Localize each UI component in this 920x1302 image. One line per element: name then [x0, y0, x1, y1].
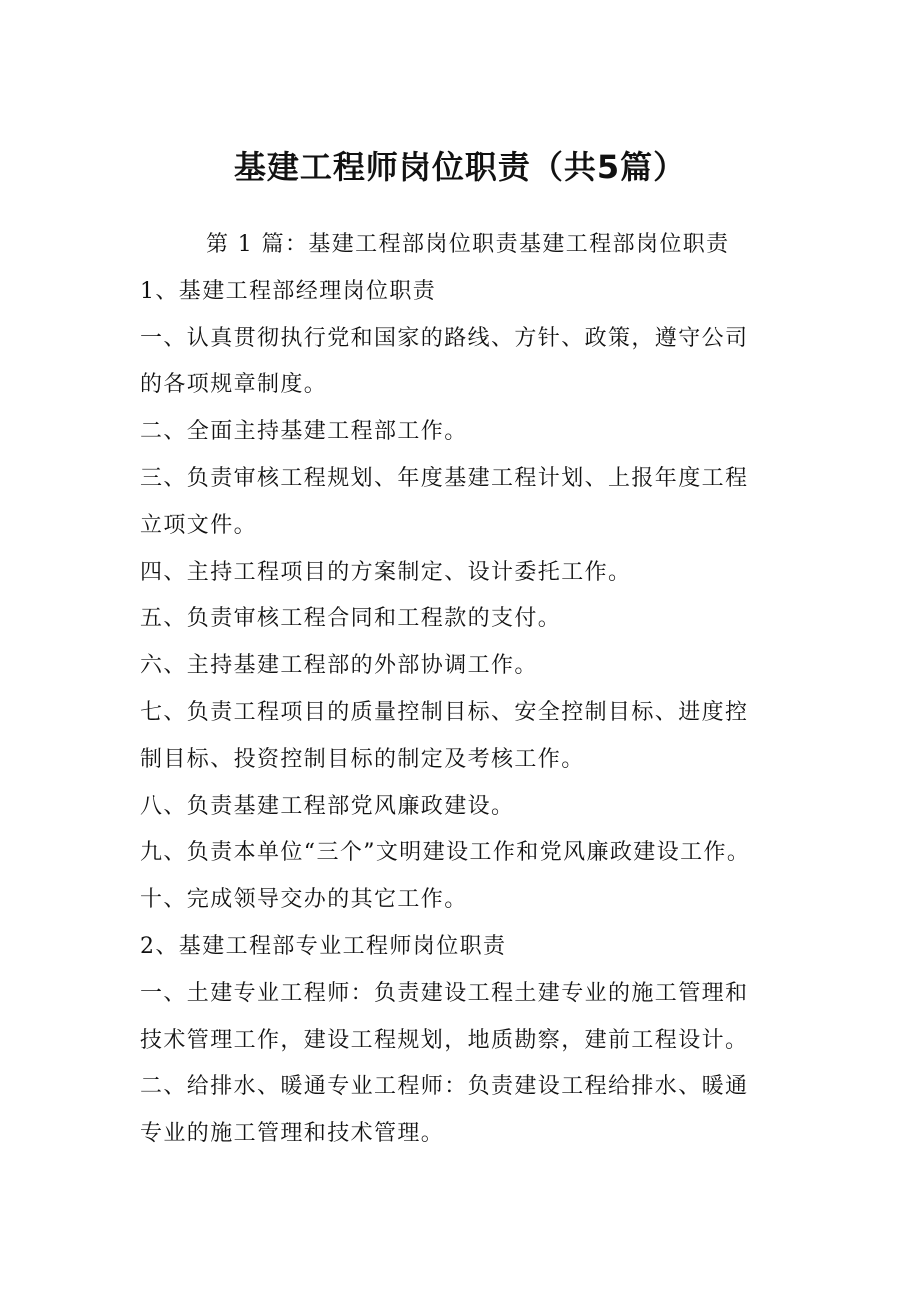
paragraph-line: 技术管理工作，建设工程规划，地质勘察，建前工程设计。 [140, 1027, 749, 1053]
paragraph-line: 制目标、投资控制目标的制定及考核工作。 [140, 746, 585, 772]
paragraph-line: 二、给排水、暖通专业工程师：负责建设工程给排水、暖通 [140, 1074, 749, 1100]
document-body [140, 222, 800, 1158]
subsection-heading: 2、基建工程部专业工程师岗位职责 [140, 933, 507, 959]
paragraph-line: 六、主持基建工程部的外部协调工作。 [140, 653, 538, 679]
subsection-heading: 1、基建工程部经理岗位职责 [140, 278, 437, 304]
paragraph-line: 一、土建专业工程师：负责建设工程土建专业的施工管理和 [140, 980, 749, 1006]
paragraph-line: 九、负责本单位“三个”文明建设工作和党风廉政建设工作。 [140, 840, 751, 866]
paragraph-line: 一、认真贯彻执行党和国家的路线、方针、政策，遵守公司 [140, 325, 749, 351]
paragraph-line: 的各项规章制度。 [140, 372, 328, 398]
paragraph-line: 十、完成领导交办的其它工作。 [140, 887, 468, 913]
paragraph-line: 二、全面主持基建工程部工作。 [140, 419, 468, 445]
paragraph-line: 五、负责审核工程合同和工程款的支付。 [140, 606, 562, 632]
paragraph-line: 七、负责工程项目的质量控制目标、安全控制目标、进度控 [140, 699, 749, 725]
paragraph-line: 立项文件。 [140, 512, 258, 538]
paragraph-line: 专业的施工管理和技术管理。 [140, 1121, 445, 1147]
paragraph-line: 四、主持工程项目的方案制定、设计委托工作。 [140, 559, 632, 585]
section-heading: 第 1 篇：基建工程部岗位职责基建工程部岗位职责 [206, 232, 730, 257]
paragraph-line: 三、负责审核工程规划、年度基建工程计划、上报年度工程 [140, 465, 749, 491]
paragraph-line: 八、负责基建工程部党风廉政建设。 [140, 793, 515, 819]
document-title: 基建工程师岗位职责（共5篇） [233, 148, 687, 186]
